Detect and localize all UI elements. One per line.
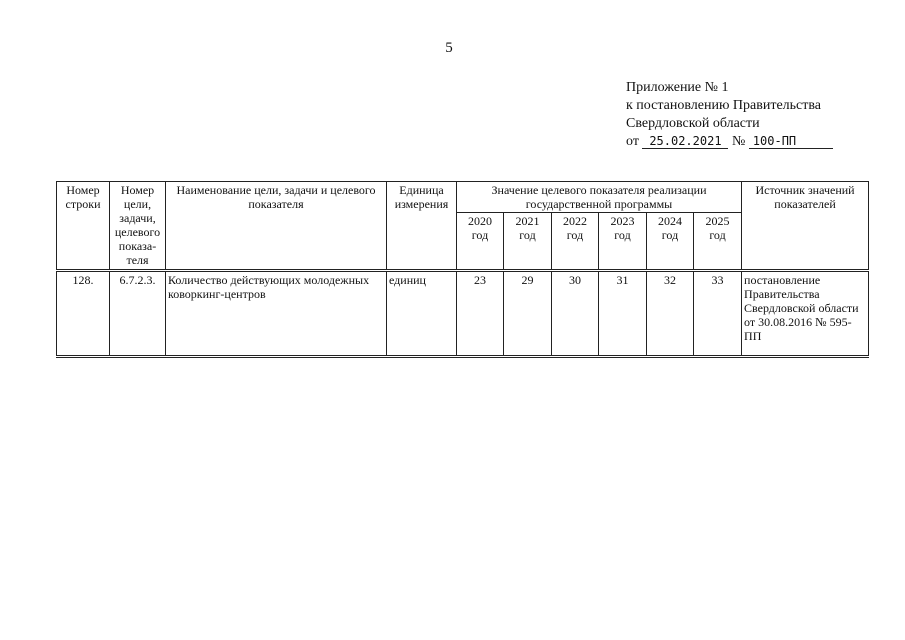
cell-row-number: 128. bbox=[57, 271, 110, 357]
appendix-header bbox=[626, 79, 876, 151]
resolution-date: 25.02.2021 bbox=[642, 134, 728, 149]
table-row bbox=[57, 271, 869, 357]
page-number: 5 bbox=[445, 40, 453, 56]
header-year: 2025 год bbox=[694, 213, 742, 271]
header-row-number: Номер строки bbox=[57, 182, 110, 271]
header-goal-number: Номер цели, задачи, целевого показа-теля bbox=[110, 182, 166, 271]
header-name: Наименование цели, задачи и целевого показателя bbox=[166, 182, 387, 271]
cell-value: 33 bbox=[694, 271, 742, 357]
header-year: 2020 год bbox=[457, 213, 504, 271]
cell-value: 31 bbox=[599, 271, 647, 357]
cell-value: 23 bbox=[457, 271, 504, 357]
header-source: Источник значений показателей bbox=[742, 182, 869, 271]
cell-source: постановление Правительства Свердловской области от 30.08.2016 № 595-ПП bbox=[742, 271, 869, 357]
appendix-title: Приложение № 1 bbox=[626, 80, 729, 95]
header-target-value: Значение целевого показателя реализации государственной программы bbox=[457, 182, 742, 213]
cell-goal-number: 6.7.2.3. bbox=[110, 271, 166, 357]
appendix-resolution-line: к постановлению Правительства bbox=[626, 98, 822, 113]
cell-name: Количество действующих молодежных коворкинг-центров bbox=[166, 271, 387, 357]
resolution-number: 100-ПП bbox=[749, 134, 833, 149]
cell-unit: единиц bbox=[387, 271, 457, 357]
header-year: 2023 год bbox=[599, 213, 647, 271]
appendix-region-line: Свердловской области bbox=[626, 116, 760, 131]
number-prefix: № bbox=[731, 134, 746, 149]
date-prefix: от bbox=[626, 134, 639, 149]
header-year: 2021 год bbox=[504, 213, 552, 271]
target-indicators-table bbox=[56, 181, 869, 358]
header-unit: Единица измерения bbox=[387, 182, 457, 271]
appendix-date-number-line bbox=[626, 133, 876, 151]
cell-value: 32 bbox=[647, 271, 694, 357]
header-year: 2024 год bbox=[647, 213, 694, 271]
cell-value: 30 bbox=[552, 271, 599, 357]
header-year: 2022 год bbox=[552, 213, 599, 271]
cell-value: 29 bbox=[504, 271, 552, 357]
